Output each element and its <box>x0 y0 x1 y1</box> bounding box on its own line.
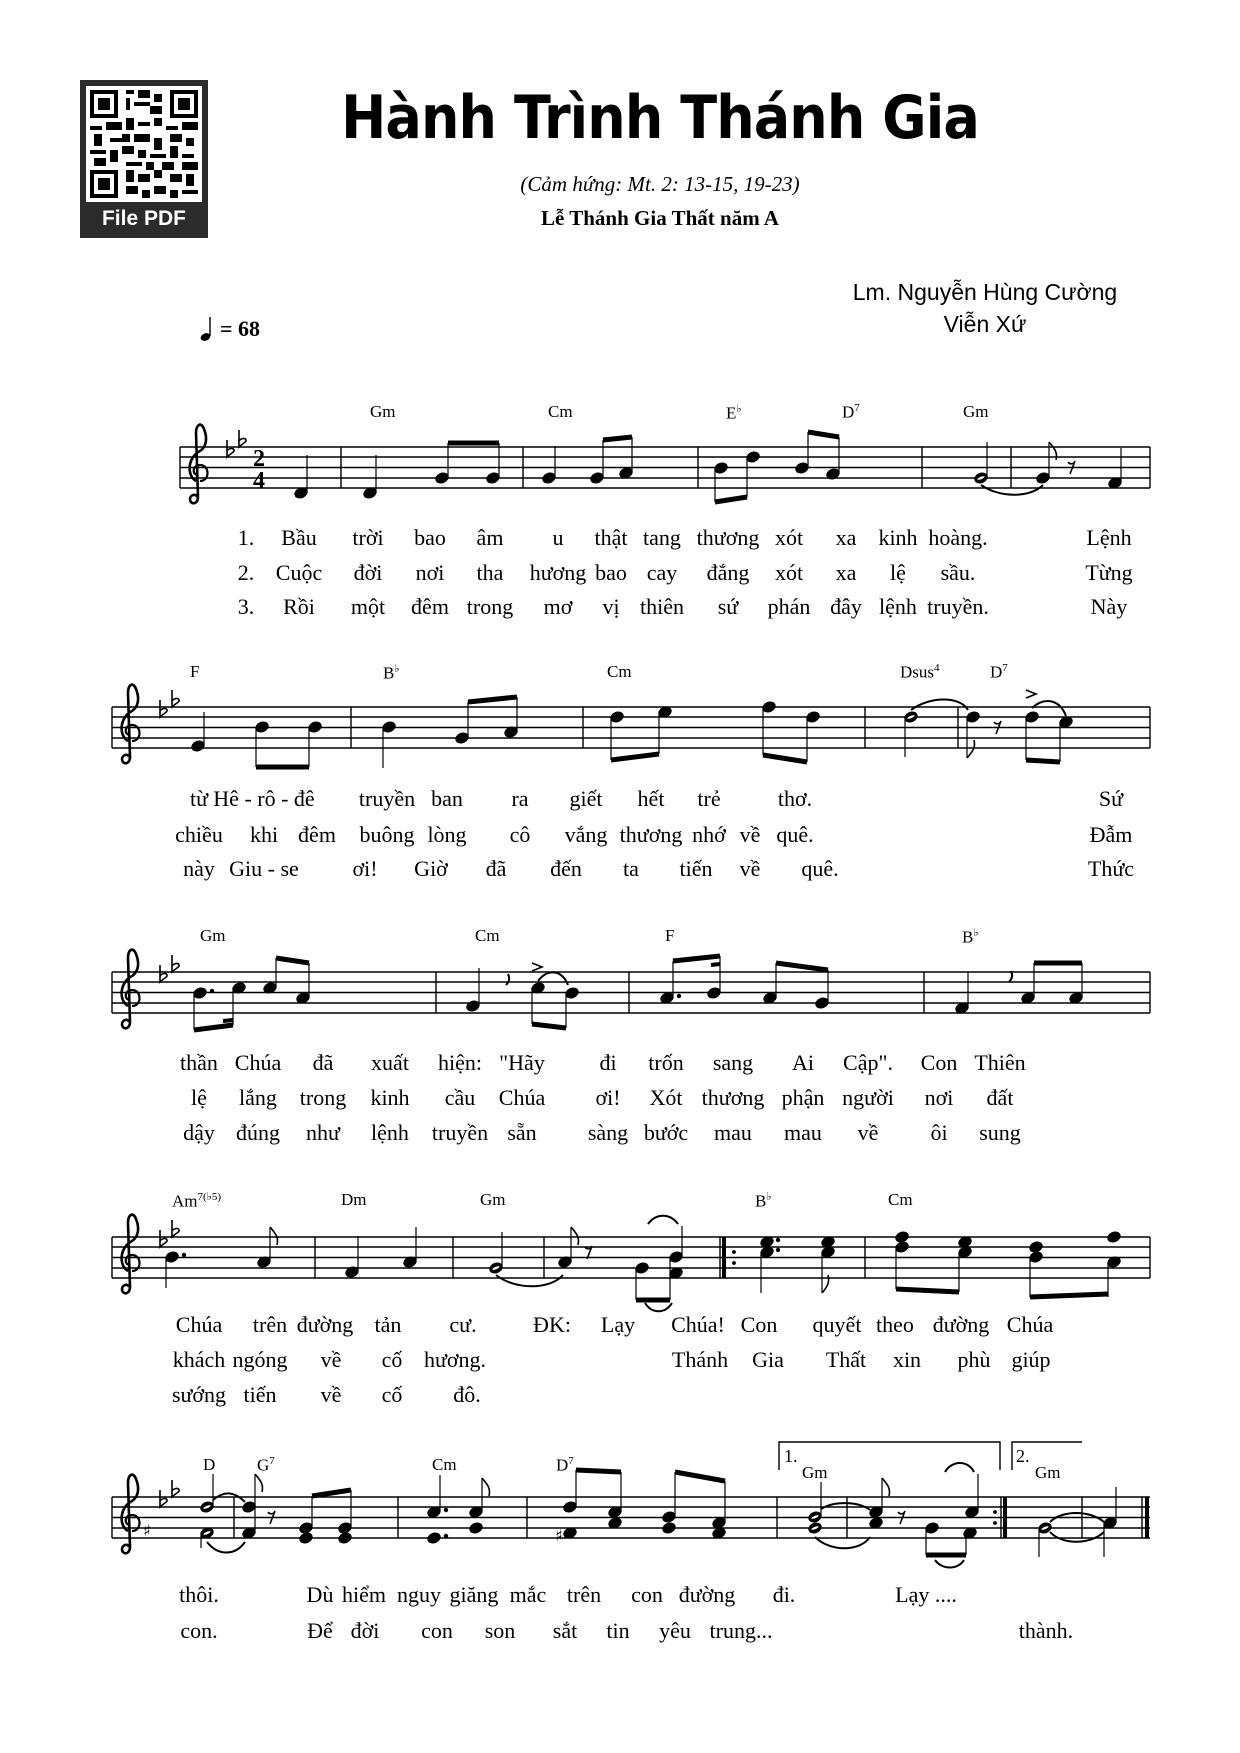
lyric-syllable: thật <box>594 525 628 550</box>
lyric-syllable: lệnh <box>879 594 917 619</box>
lyric-syllable: sứ <box>717 594 739 619</box>
chord-extension: 7(♭5) <box>197 1191 222 1203</box>
chord-symbol <box>990 662 1008 683</box>
svg-text:4: 4 <box>253 468 265 494</box>
lyric-syllable: Ai <box>792 1050 814 1075</box>
file-pdf-label: File PDF <box>101 207 186 230</box>
lyric-syllable: tiến <box>679 856 713 881</box>
chord-name: Cm <box>888 1190 913 1209</box>
lyric-syllable: về <box>739 856 761 881</box>
lyric-syllable: mắc <box>509 1582 547 1607</box>
chord-name: B <box>755 1191 767 1211</box>
staff-system-1 <box>180 425 1150 504</box>
chord-name: Gm <box>200 926 226 945</box>
chord-name: Gm <box>963 402 989 421</box>
lyric-syllable: Rồi <box>283 594 315 619</box>
chord-symbol <box>962 926 979 948</box>
lyric-syllable: cư. <box>449 1312 477 1337</box>
second-ending-label: 2. <box>1016 1446 1030 1466</box>
lyric-syllable: thương <box>696 525 760 550</box>
lyric-syllable: truyền <box>431 1120 489 1145</box>
chord-name: Dm <box>341 1190 367 1209</box>
chord-symbol <box>480 1190 506 1210</box>
lyric-syllable: xin <box>892 1347 922 1372</box>
chord-symbol <box>432 1455 457 1475</box>
lyric-syllable: cố <box>381 1347 403 1372</box>
lyric-syllable: mơ <box>543 594 573 619</box>
lyric-syllable: dậy <box>183 1120 215 1145</box>
lyric-syllable: Dù <box>306 1582 334 1607</box>
lyric-syllable: thương <box>619 822 683 847</box>
lyric-syllable: Chúa <box>175 1312 223 1337</box>
lyric-syllable: thành. <box>1018 1618 1074 1643</box>
lyric-syllable: cầu <box>444 1085 476 1110</box>
song-title: Hành Trình Thánh Gia <box>341 83 979 153</box>
chord-name: Gm <box>480 1190 506 1209</box>
lyric-syllable: Đẫm <box>1089 822 1133 847</box>
lyric-syllable: đời <box>350 1618 380 1643</box>
lyric-syllable: lệ <box>890 560 906 585</box>
lyric-syllable: đêm <box>411 594 449 619</box>
lyric-syllable: trung... <box>709 1618 773 1643</box>
lyric-syllable: đô. <box>453 1382 481 1407</box>
lyric-syllable: đất <box>986 1085 1014 1110</box>
chord-symbol <box>383 662 400 684</box>
lyric-syllable: tiến <box>243 1382 277 1407</box>
chord-name: Gm <box>1035 1463 1061 1482</box>
lyric-syllable: Chúa! <box>671 1312 725 1337</box>
lyric-syllable: ban <box>431 786 463 811</box>
chord-extension: ♭ <box>973 927 979 939</box>
lyric-syllable: thơ. <box>777 786 813 811</box>
lyric-syllable: đi <box>599 1050 617 1075</box>
lyric-syllable: xót <box>774 560 804 585</box>
chord-symbol <box>726 402 742 424</box>
chord-symbol <box>257 1455 275 1476</box>
lyric-syllable: truyền. <box>927 594 989 619</box>
lyric-syllable: tin <box>606 1618 630 1643</box>
lyric-syllable: trên <box>566 1582 602 1607</box>
lyric-syllable: này <box>183 856 215 881</box>
lyric-syllable: nhớ <box>692 822 726 847</box>
lyric-syllable: quê. <box>776 822 814 847</box>
lyric-syllable: vị <box>602 594 620 619</box>
svg-text:2: 2 <box>253 446 265 472</box>
chord-extension: ♭ <box>766 1191 772 1203</box>
lyric-syllable: Lệnh <box>1086 525 1132 550</box>
lyric-syllable: Con <box>740 1312 778 1337</box>
lyric-syllable: Hê - rô - đê <box>213 786 315 811</box>
lyric-syllable: sẵn <box>507 1120 537 1145</box>
composer-place: Viễn Xứ <box>943 311 1027 337</box>
lyric-syllable: đến <box>550 856 582 881</box>
chord-name: B <box>383 663 395 683</box>
chord-symbol <box>341 1190 367 1210</box>
lyric-syllable: giăng <box>449 1582 499 1607</box>
lyric-syllable: ơi! <box>352 856 378 881</box>
lyric-syllable: xót <box>774 525 804 550</box>
lyric-syllable: hương. <box>423 1347 487 1372</box>
chord-symbol <box>802 1463 828 1483</box>
chord-extension: 7 <box>269 1455 275 1467</box>
chord-name: Gm <box>802 1463 828 1482</box>
chord-symbol <box>556 1455 574 1476</box>
lyric-syllable: giúp <box>1011 1347 1051 1372</box>
lyric-syllable: u <box>552 525 564 550</box>
lyric-syllable: sang <box>712 1050 754 1075</box>
chord-symbol <box>200 926 226 946</box>
staff-system-2 <box>112 685 1150 768</box>
lyric-syllable: Bầu <box>281 525 317 550</box>
lyric-syllable: ngóng <box>232 1347 288 1372</box>
lyric-syllable: Thất <box>825 1347 867 1372</box>
lyric-syllable: sầu. <box>940 560 976 585</box>
lyric-syllable: vắng <box>564 822 608 847</box>
lyric-syllable: 2. <box>237 560 255 585</box>
lyric-syllable: sung <box>979 1120 1021 1145</box>
chord-name: Gm <box>370 402 396 421</box>
lyric-syllable: Giu - se <box>229 856 299 881</box>
lyric-syllable: xa <box>835 560 857 585</box>
lyric-syllable: về <box>320 1347 342 1372</box>
lyric-syllable: Xót <box>649 1085 683 1110</box>
lyric-syllable: truyền <box>358 786 416 811</box>
lyric-syllable: buông <box>359 822 415 847</box>
lyric-syllable: phán <box>767 594 811 619</box>
liturgical-occasion: Lễ Thánh Gia Thất năm A <box>541 206 779 230</box>
lyric-syllable: Này <box>1090 594 1128 619</box>
chord-name: B <box>962 927 974 947</box>
lyric-syllable: 1. <box>237 525 255 550</box>
lyric-syllable: giết <box>569 786 603 811</box>
lyric-syllable: thôi. <box>179 1582 219 1607</box>
lyric-syllable: về <box>857 1120 879 1145</box>
lyric-syllable: sướng <box>171 1382 227 1407</box>
chord-symbol <box>548 402 573 422</box>
lyric-syllable: con. <box>180 1618 218 1643</box>
lyric-syllable: thiên <box>640 594 684 619</box>
lyric-syllable: lòng <box>427 822 467 847</box>
chord-name: E <box>726 403 737 423</box>
chord-name: F <box>190 662 200 681</box>
chord-name: F <box>665 926 675 945</box>
lyric-syllable: mau <box>784 1120 822 1145</box>
lyric-syllable: ôi <box>930 1120 948 1145</box>
lyric-syllable: từ <box>189 786 209 811</box>
chord-symbol <box>607 662 632 682</box>
tempo-value: = 68 <box>220 316 261 341</box>
lyric-syllable: yêu <box>659 1618 691 1643</box>
lyric-syllable: khi <box>249 822 279 847</box>
lyric-syllable: sắt <box>552 1618 578 1643</box>
chord-name: Dsus <box>900 662 935 682</box>
lyric-syllable: hết <box>637 786 665 811</box>
chord-name: Cm <box>548 402 573 421</box>
lyric-syllable: Để <box>307 1618 333 1643</box>
chord-symbol <box>963 402 989 422</box>
lyric-syllable: "Hãy <box>499 1050 545 1075</box>
lyric-syllable: đây <box>830 594 862 619</box>
chord-extension: ♭ <box>394 663 400 675</box>
lyric-syllable: đúng <box>236 1120 280 1145</box>
lyric-syllable: một <box>350 594 386 619</box>
chord-name: Cm <box>475 926 500 945</box>
lyric-syllable: theo <box>876 1312 914 1337</box>
lyric-syllable: đã <box>312 1050 334 1075</box>
lyric-syllable: hoàng. <box>928 525 988 550</box>
lyric-syllable: Cuộc <box>275 560 323 585</box>
lyric-syllable: bao <box>414 525 446 550</box>
chord-symbol <box>842 402 860 423</box>
chord-name: D <box>203 1455 216 1474</box>
lyric-syllable: đêm <box>298 822 336 847</box>
chord-symbol <box>888 1190 913 1210</box>
lyric-syllable: người <box>842 1085 894 1110</box>
lyric-syllable: Chúa <box>234 1050 282 1075</box>
lyric-syllable: Giờ <box>414 856 448 881</box>
lyric-syllable: Từng <box>1085 560 1133 585</box>
lyric-syllable: mau <box>714 1120 752 1145</box>
lyric-syllable: hiện: <box>438 1050 482 1075</box>
chord-name: Cm <box>432 1455 457 1474</box>
lyric-syllable: kinh <box>878 525 918 550</box>
chord-symbol <box>900 662 940 683</box>
lyric-syllable: nơi <box>924 1085 954 1110</box>
svg-text:♯: ♯ <box>555 1526 563 1545</box>
chord-symbol <box>755 1190 772 1212</box>
lyric-syllable: trẻ <box>697 786 721 811</box>
lyric-syllable: lệ <box>191 1085 207 1110</box>
lyric-syllable: quyết <box>812 1312 862 1337</box>
lyric-syllable: son <box>484 1618 516 1643</box>
first-ending-label: 1. <box>784 1446 798 1466</box>
chord-name: D <box>842 402 855 422</box>
chord-name: Cm <box>607 662 632 681</box>
chord-extension: ♭ <box>736 403 742 415</box>
lyric-syllable: hương <box>529 560 587 585</box>
lyric-syllable: cay <box>646 560 678 585</box>
lyric-syllable: đường <box>932 1312 990 1337</box>
lyric-syllable: bao <box>595 560 627 585</box>
chord-symbol <box>370 402 396 422</box>
lyric-syllable: ta <box>623 856 639 881</box>
lyric-syllable: phận <box>781 1085 825 1110</box>
lyric-syllable: về <box>739 822 761 847</box>
lyric-syllable: Con <box>920 1050 958 1075</box>
lyric-syllable: thần <box>180 1050 218 1075</box>
lyric-syllable: bước <box>643 1120 689 1145</box>
lyric-syllable: đã <box>485 856 507 881</box>
lyric-syllable: cô <box>509 822 531 847</box>
chord-symbol <box>475 926 500 946</box>
lyric-syllable: Chúa <box>498 1085 546 1110</box>
chord-name: D <box>556 1455 569 1475</box>
lyric-syllable: trên <box>252 1312 288 1337</box>
chord-symbol <box>1035 1463 1061 1483</box>
lyric-syllable: như <box>306 1120 340 1145</box>
lyric-syllable: đời <box>353 560 383 585</box>
lyric-syllable: Cập". <box>843 1050 893 1075</box>
lyric-syllable: trong <box>466 594 514 619</box>
staff-system-3 <box>112 950 1150 1030</box>
chord-symbol <box>665 926 674 946</box>
lyric-syllable: trốn <box>648 1050 684 1075</box>
lyric-syllable: xuất <box>371 1050 409 1075</box>
lyric-syllable: nơi <box>415 560 445 585</box>
lyric-syllable: Chúa <box>1006 1312 1054 1337</box>
lyric-syllable: sàng <box>587 1120 629 1145</box>
lyric-syllable: quê. <box>801 856 839 881</box>
lyric-syllable: về <box>320 1382 342 1407</box>
lyric-syllable: phù <box>957 1347 991 1372</box>
chord-extension: 7 <box>1002 662 1008 674</box>
lyric-syllable: trời <box>352 525 384 550</box>
lyric-syllable: kinh <box>370 1085 410 1110</box>
chord-name: G <box>257 1455 270 1475</box>
lyric-syllable: trong <box>299 1085 347 1110</box>
chord-extension: 7 <box>568 1455 574 1467</box>
scripture-reference: (Cảm hứng: Mt. 2: 13-15, 19-23) <box>520 172 800 196</box>
lyric-syllable: xa <box>835 525 857 550</box>
lyric-syllable: đắng <box>706 560 750 585</box>
lyric-syllable: Lạy .... <box>895 1582 957 1607</box>
chord-extension: 7 <box>854 402 860 414</box>
lyric-syllable: con <box>421 1618 453 1643</box>
lyric-syllable: đường <box>678 1582 736 1607</box>
chord-symbol <box>190 662 199 682</box>
lyric-syllable: chiều <box>175 822 223 847</box>
chord-name: Am <box>172 1191 198 1211</box>
lyric-syllable: Gia <box>752 1347 784 1372</box>
lyric-syllable: lắng <box>239 1085 277 1110</box>
lyric-syllable: con <box>631 1582 663 1607</box>
lyric-syllable: khách <box>172 1347 226 1372</box>
chord-extension: 4 <box>934 662 940 674</box>
chord-name: D <box>990 662 1003 682</box>
lyric-syllable: đường <box>296 1312 354 1337</box>
lyric-syllable: lệnh <box>371 1120 409 1145</box>
chord-symbol <box>172 1190 221 1212</box>
lyric-syllable: cố <box>381 1382 403 1407</box>
lyric-syllable: hiểm <box>342 1582 386 1607</box>
lyric-syllable: ĐK: <box>533 1312 571 1337</box>
lyric-syllable: Thức <box>1087 856 1135 881</box>
lyric-syllable: tang <box>643 525 681 550</box>
lyric-syllable: âm <box>476 525 504 550</box>
lyric-syllable: tha <box>476 560 504 585</box>
svg-text:♯: ♯ <box>143 1521 151 1540</box>
lyric-syllable: đi. <box>772 1582 796 1607</box>
lyric-syllable: nguy <box>397 1582 441 1607</box>
lyric-syllable: tản <box>374 1312 402 1337</box>
composer-name: Lm. Nguyễn Hùng Cường <box>852 279 1118 305</box>
lyric-syllable: ra <box>511 786 529 811</box>
lyric-syllable: Thánh <box>671 1347 729 1372</box>
lyric-syllable: 3. <box>237 594 255 619</box>
chord-symbol <box>203 1455 215 1475</box>
staff-system-4 <box>112 1215 1150 1312</box>
lyric-syllable: Thiên <box>974 1050 1026 1075</box>
lyric-syllable: Lạy <box>600 1312 636 1337</box>
lyric-syllable: ơi! <box>595 1085 621 1110</box>
lyric-syllable: Sứ <box>1098 786 1124 811</box>
lyric-syllable: thương <box>701 1085 765 1110</box>
